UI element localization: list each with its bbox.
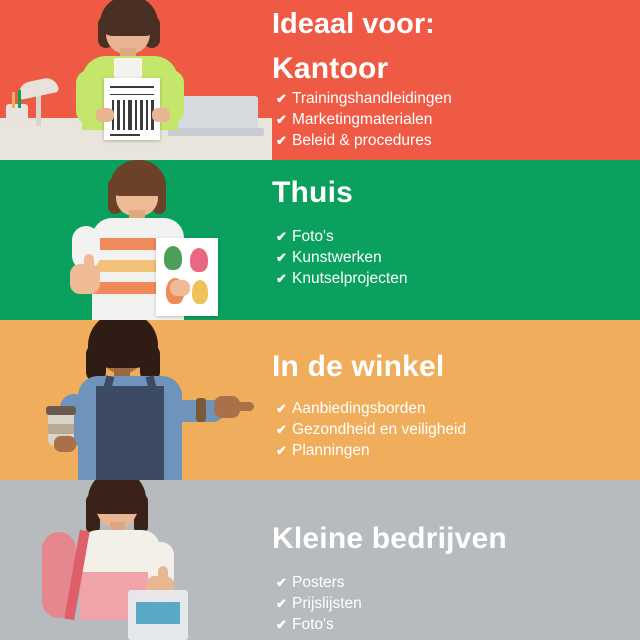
list-item-label: Kunstwerken: [292, 249, 382, 266]
check-icon: ✔: [276, 91, 287, 106]
content-small-business: [272, 480, 640, 640]
list-item: [276, 226, 407, 247]
list-item: [276, 572, 362, 593]
heading-home: Thuis: [272, 176, 353, 209]
heading-small-business: Kleine bedrijven: [272, 522, 507, 555]
check-icon: ✔: [276, 271, 287, 286]
check-icon: ✔: [276, 596, 287, 611]
content-office: [272, 0, 640, 160]
list-item-label: Aanbiedingsborden: [292, 400, 426, 417]
list-item-label: Foto's: [292, 616, 334, 633]
list-item: [276, 109, 452, 130]
list-item: [276, 88, 452, 109]
list-item-label: Foto's: [292, 228, 334, 245]
list-item-label: Gezondheid en veiligheid: [292, 421, 467, 438]
content-home: [272, 160, 640, 320]
section-office: [0, 0, 640, 160]
check-icon: ✔: [276, 575, 287, 590]
list-item: [276, 440, 466, 461]
photo-home: [0, 160, 272, 320]
list-item-label: Marketingmaterialen: [292, 111, 433, 128]
check-icon: ✔: [276, 401, 287, 416]
heading-office: Kantoor: [272, 52, 389, 85]
list-item-label: Planningen: [292, 442, 370, 459]
list-home: [276, 226, 407, 289]
list-item-label: Trainingshandleidingen: [292, 90, 452, 107]
section-home: [0, 160, 640, 320]
check-icon: ✔: [276, 133, 287, 148]
check-icon: ✔: [276, 229, 287, 244]
list-store: [276, 398, 466, 461]
section-small-business: [0, 480, 640, 640]
check-icon: ✔: [276, 250, 287, 265]
list-item: [276, 247, 407, 268]
list-item: [276, 614, 362, 635]
photo-small-business: [0, 480, 272, 640]
photo-office: [0, 0, 272, 160]
list-item: [276, 268, 407, 289]
page-title: Ideaal voor:: [272, 8, 435, 40]
list-office: [276, 88, 452, 151]
check-icon: ✔: [276, 617, 287, 632]
list-item: [276, 398, 466, 419]
list-item-label: Knutselprojecten: [292, 270, 408, 287]
content-store: [272, 320, 640, 480]
list-item-label: Posters: [292, 574, 345, 591]
photo-store: [0, 320, 272, 480]
list-item-label: Beleid & procedures: [292, 132, 432, 149]
list-item-label: Prijslijsten: [292, 595, 362, 612]
list-item: [276, 419, 466, 440]
list-small-business: [276, 572, 362, 635]
heading-store: In de winkel: [272, 350, 445, 383]
check-icon: ✔: [276, 112, 287, 127]
list-item: [276, 593, 362, 614]
check-icon: ✔: [276, 443, 287, 458]
check-icon: ✔: [276, 422, 287, 437]
list-item: [276, 130, 452, 151]
section-store: [0, 320, 640, 480]
